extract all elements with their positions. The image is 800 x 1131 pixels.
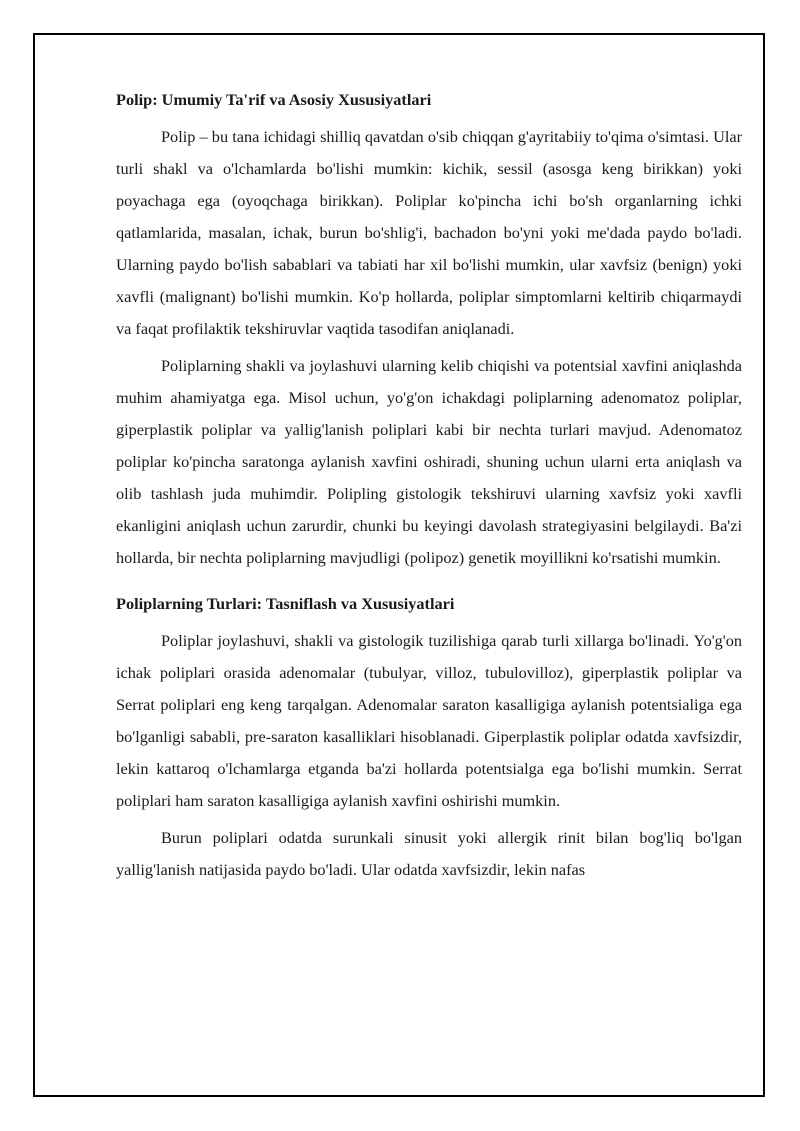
paragraph: Poliplarning shakli va joylashuvi ularning kelib chiqishi va potentsial xavfini aniqlashda muhim ahamiyatga ega. Misol uchun, yo'g'on ichakdagi poliplarning adenomatoz poliplar, giperplastik poliplar va yallig'lanish poliplari kabi bir nechta turlari mavjud. Adenomatoz poliplar ko'pincha saratonga aylanish xavfini oshiradi, shuning uchun ularni erta aniqlash va olib tashlash juda muhimdir. Polipling gistologik tekshiruvi ularning xavfsiz yoki xavfli ekanligini aniqlash uchun zarurdir, chunki bu keyingi davolash strategiyasini belgilaydi. Ba'zi hollarda, bir nechta poliplarning mavjudligi (polipoz) genetik moyillikni ko'rsatishi mumkin. (116, 356, 742, 567)
document-body (116, 84, 742, 886)
paragraph: Burun poliplari odatda surunkali sinusit yoki allergik rinit bilan bog'liq bo'lgan yallig'lanish natijasida paydo bo'ladi. Ular odatda xavfsizdir, lekin nafas (116, 828, 742, 879)
section-heading: Polip: Umumiy Ta'rif va Asosiy Xususiyatlari (116, 90, 432, 109)
paragraph: Poliplar joylashuvi, shakli va gistologik tuzilishiga qarab turli xillarga bo'linadi. Yo'g'on ichak poliplari orasida adenomalar (tubulyar, villoz, tubulovilloz), giperplastik poliplar va Serrat poliplari eng keng tarqalgan. Adenomalar saraton kasalligiga aylanish potentsialiga ega bo'lganligi sababli, pre-saraton kasalliklari hisoblanadi. Giperplastik poliplar odatda xavfsizdir, lekin kattaroq o'lchamlarga etganda ba'zi hollarda potentsialga ega bo'lishi mumkin. Serrat poliplari ham saraton kasalligiga aylanish xavfini oshirishi mumkin. (116, 631, 742, 810)
paragraph: Polip – bu tana ichidagi shilliq qavatdan o'sib chiqqan g'ayritabiiy to'qima o'simtasi. Ular turli shakl va o'lchamlarda bo'lishi mumkin: kichik, sessil (asosga keng birikkan) yoki poyachaga ega (oyoqchaga birikkan). Poliplar ko'pincha ichi bo'sh organlarning ichki qatlamlarida, masalan, ichak, burun bo'shlig'i, bachadon bo'yni yoki me'dada paydo bo'ladi. Ularning paydo bo'lish sabablari va tabiati har xil bo'lishi mumkin, ular xavfsiz (benign) yoki xavfli (malignant) bo'lishi mumkin. Ko'p hollarda, poliplar simptomlarni keltirib chiqarmaydi va faqat profilaktik tekshiruvlar vaqtida tasodifan aniqlanadi. (116, 127, 742, 338)
section-heading: Poliplarning Turlari: Tasniflash va Xususiyatlari (116, 594, 455, 613)
